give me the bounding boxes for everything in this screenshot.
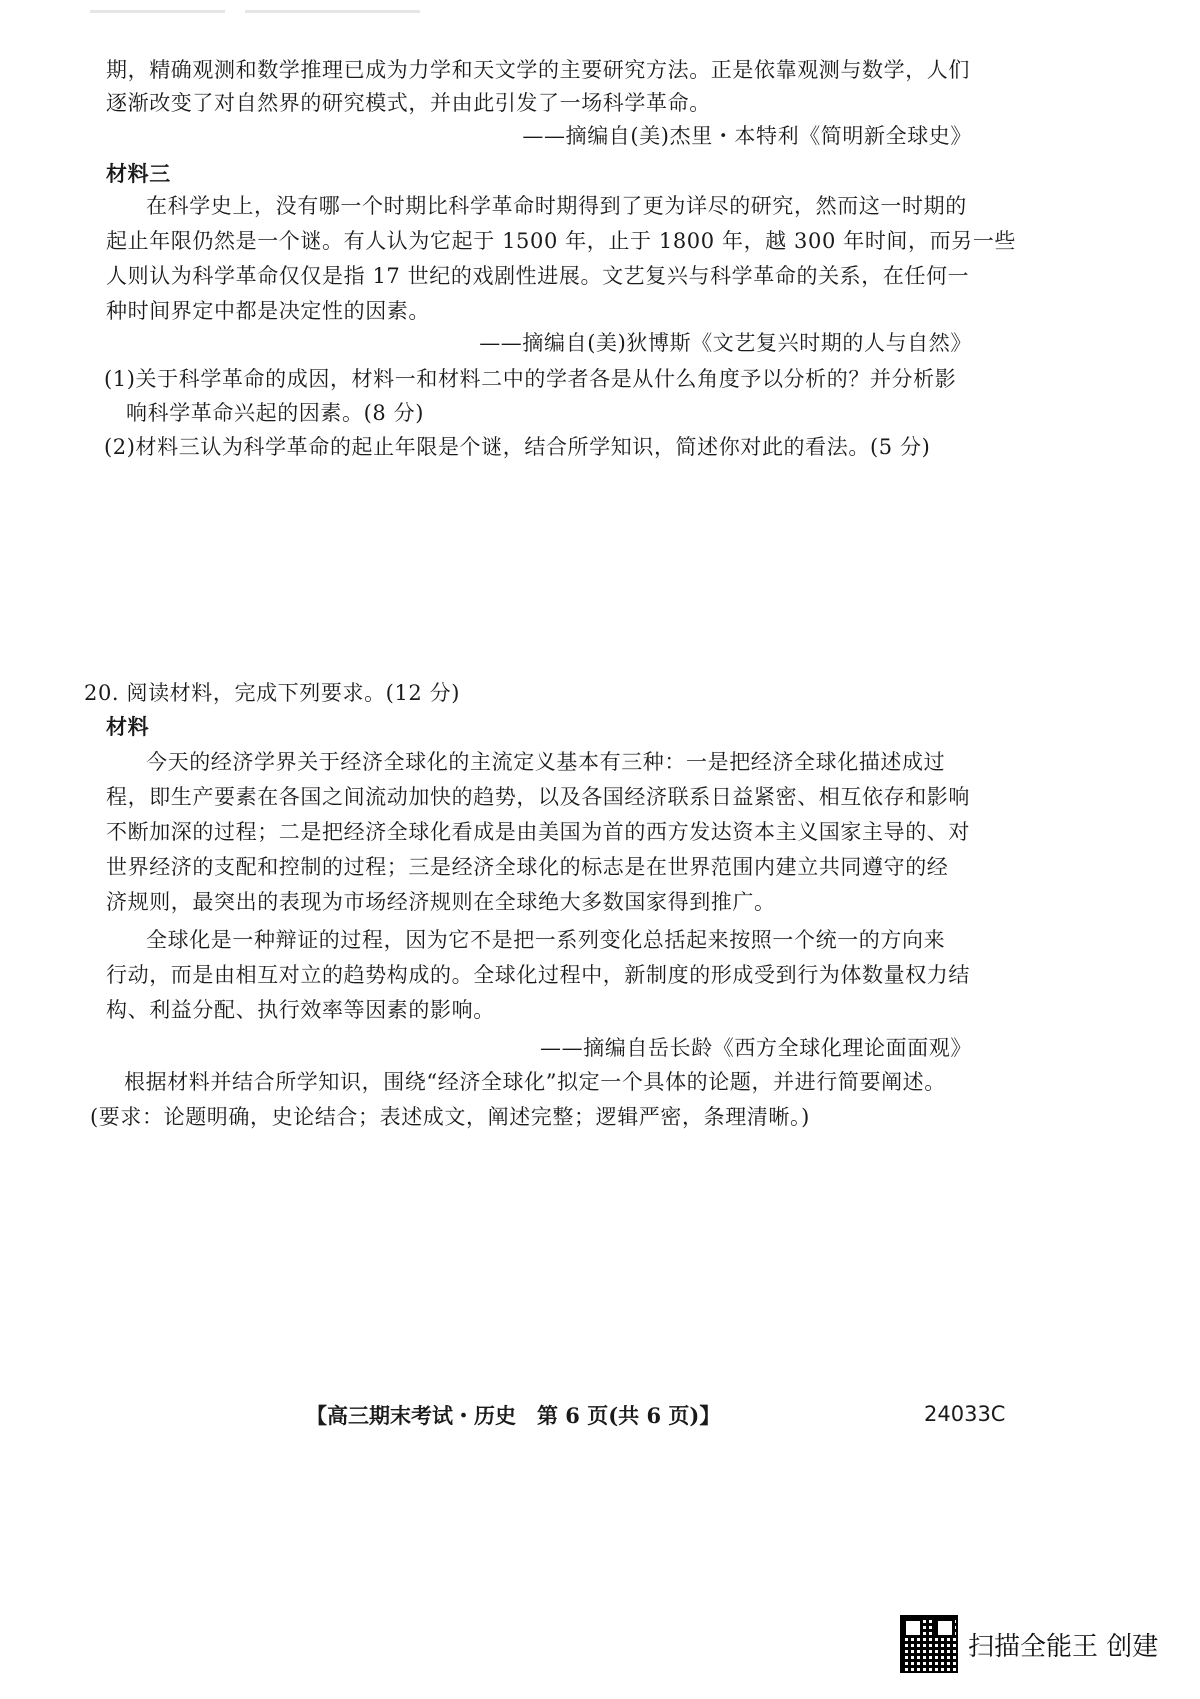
task-text: 根据材料并结合所学知识，围绕“经济全球化”拟定一个具体的论题，并进行简要阐述。	[124, 1070, 946, 1094]
text-line: 在科学史上，没有哪一个时期比科学革命时期得到了更为详尽的研究，然而这一时期的	[146, 194, 967, 218]
material-heading: 材料	[106, 714, 150, 739]
source-citation: ——摘编自岳长龄《西方全球化理论面面观》	[540, 1036, 972, 1060]
scan-artifact	[245, 10, 420, 13]
qr-code-icon	[900, 1615, 958, 1673]
source-citation: ——摘编自(美)狄博斯《文艺复兴时期的人与自然》	[479, 331, 972, 355]
scan-artifact	[90, 10, 225, 13]
exam-code: 24033C	[924, 1402, 1006, 1426]
text-line: 人则认为科学革命仅仅是指 17 世纪的戏剧性进展。文艺复兴与科学革命的关系，在任何一	[106, 264, 970, 288]
source-citation: ——摘编自(美)杰里・本特利《简明新全球史》	[522, 124, 972, 148]
text-line: 全球化是一种辩证的过程，因为它不是把一系列变化总括起来按照一个统一的方向来	[146, 928, 946, 952]
task-requirements: (要求：论题明确，史论结合；表述成文，阐述完整；逻辑严密，条理清晰。)	[90, 1105, 810, 1129]
text-line: 构、利益分配、执行效率等因素的影响。	[106, 998, 495, 1022]
text-line: 行动，而是由相互对立的趋势构成的。全球化过程中，新制度的形成受到行为体数量权力结	[106, 963, 970, 987]
text-line: 程，即生产要素在各国之间流动加快的趋势，以及各国经济联系日益紧密、相互依存和影响	[106, 785, 970, 809]
text-line: 种时间界定中都是决定性的因素。	[106, 299, 430, 323]
question-19-1-cont: 响科学革命兴起的因素。(8 分)	[126, 401, 425, 425]
question-20-title: 20. 阅读材料，完成下列要求。(12 分)	[84, 681, 461, 705]
scanner-watermark	[900, 1615, 1158, 1673]
text-line: 今天的经济学界关于经济全球化的主流定义基本有三种：一是把经济全球化描述成过	[146, 750, 946, 774]
text-line: 不断加深的过程；二是把经济全球化看成是由美国为首的西方发达资本主义国家主导的、对	[106, 820, 970, 844]
text-line: 世界经济的支配和控制的过程；三是经济全球化的标志是在世界范围内建立共同遵守的经	[106, 855, 949, 879]
watermark-text: 扫描全能王 创建	[968, 1631, 1159, 1662]
question-19-1: (1)关于科学革命的成因，材料一和材料二中的学者各是从什么角度予以分析的？并分析影	[104, 367, 957, 391]
page-footer: 【高三期末考试・历史 第 6 页(共 6 页)】	[306, 1403, 721, 1428]
text-line: 济规则，最突出的表现为市场经济规则在全球绝大多数国家得到推广。	[106, 890, 776, 914]
text-line: 起止年限仍然是一个谜。有人认为它起于 1500 年，止于 1800 年，越 300 年时间，而另一些	[106, 229, 1017, 253]
material-heading: 材料三	[106, 161, 171, 186]
text-line: 逐渐改变了对自然界的研究模式，并由此引发了一场科学革命。	[106, 91, 711, 115]
text-line: 期，精确观测和数学推理已成为力学和天文学的主要研究方法。正是依靠观测与数学，人们	[106, 58, 970, 82]
question-19-2: (2)材料三认为科学革命的起止年限是个谜，结合所学知识，简述你对此的看法。(5 分)	[104, 435, 931, 459]
